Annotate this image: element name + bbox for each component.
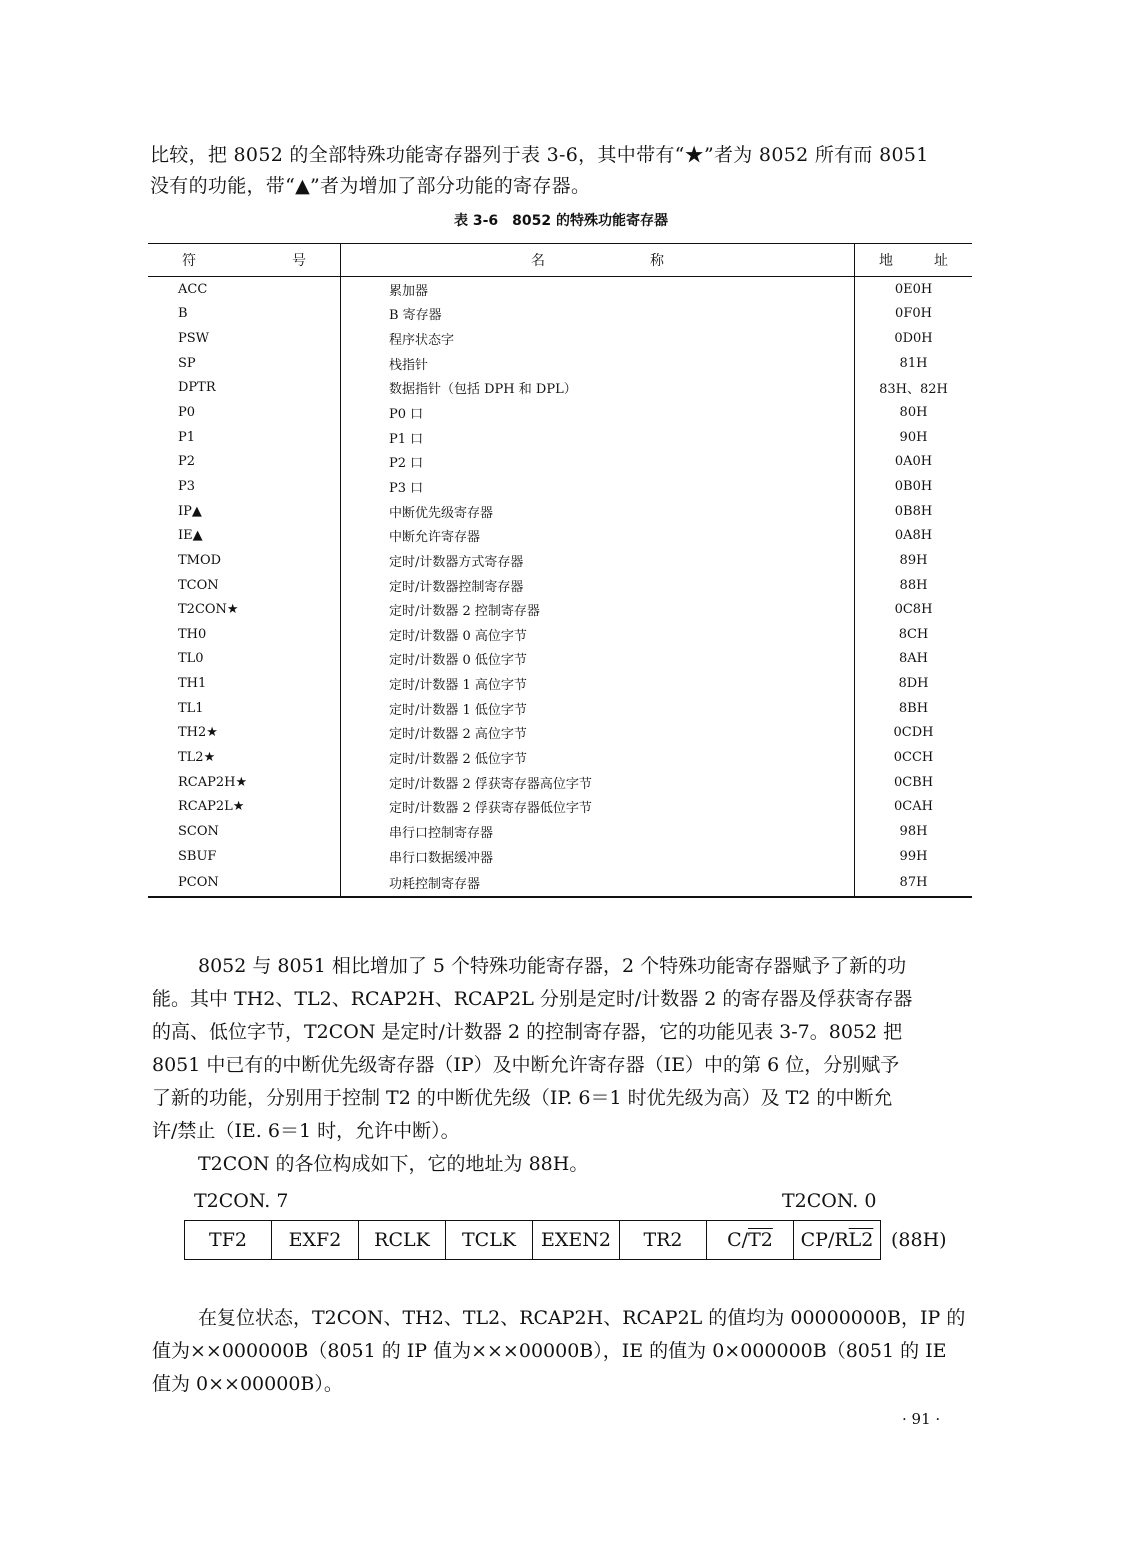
register-name: 定时/计数器控制寄存器 (341, 573, 855, 598)
register-symbol: TL2★ (178, 749, 216, 765)
register-symbol: P3 (178, 478, 196, 494)
register-name: 串行口控制寄存器 (341, 819, 855, 844)
table-row (148, 622, 972, 647)
paragraph-1-line: 8051 中已有的中断优先级寄存器（IP）及中断允许寄存器（IE）中的第 6 位，分别赋予 (152, 1054, 900, 1076)
paragraph-3-line: 值为××000000B（8051 的 IP 值为×××00000B），IE 的值为 0×000000B（8051 的 IE (152, 1340, 947, 1362)
table-row (148, 794, 972, 819)
register-name: P0 口 (341, 400, 855, 425)
paragraph-1-line: 了新的功能，分别用于控制 T2 的中断优先级（IP. 6＝1 时优先级为高）及 T2 的中断允 (152, 1087, 893, 1109)
table-row (148, 721, 972, 746)
register-symbol: ACC (178, 281, 208, 297)
register-symbol: SCON (178, 823, 219, 839)
table-row (148, 277, 972, 302)
paragraph-2 (152, 1148, 974, 1181)
table-row (148, 597, 972, 622)
register-symbol: TH2★ (178, 725, 218, 741)
register-name: P1 口 (341, 425, 855, 450)
register-address: 8DH (855, 671, 973, 696)
register-name: B 寄存器 (341, 302, 855, 327)
register-address: 98H (855, 819, 973, 844)
table-row (148, 819, 972, 844)
register-symbol: RCAP2H★ (178, 774, 248, 790)
register-address: 87H (855, 868, 973, 897)
intro-paragraph (150, 140, 970, 202)
register-symbol: TL0 (178, 651, 204, 667)
register-address: 0D0H (855, 326, 973, 351)
register-name: 栈指针 (341, 351, 855, 376)
t2con-bits-table (184, 1220, 881, 1260)
register-symbol: TH0 (178, 626, 207, 642)
bit-c-t2: C/T2 (707, 1221, 794, 1260)
table-row (148, 351, 972, 376)
table-caption: 表 3-6 8052 的特殊功能寄存器 (453, 213, 668, 229)
register-name: 定时/计数器方式寄存器 (341, 548, 855, 573)
register-name: 定时/计数器 2 控制寄存器 (341, 597, 855, 622)
table-row (148, 647, 972, 672)
register-name: 定时/计数器 2 俘获寄存器高位字节 (341, 770, 855, 795)
register-address: 0CCH (855, 745, 973, 770)
register-symbol: P2 (178, 454, 196, 470)
paragraph-1-line: 的高、低位字节，T2CON 是定时/计数器 2 的控制寄存器，它的功能见表 3-7。8052 把 (152, 1021, 903, 1043)
register-name: 中断优先级寄存器 (341, 499, 855, 524)
table-row (148, 696, 972, 721)
table-header-row (148, 244, 972, 277)
register-address: 83H、82H (855, 376, 973, 401)
table-row (148, 523, 972, 548)
bit-exf2: EXF2 (272, 1221, 359, 1260)
register-name: 定时/计数器 1 低位字节 (341, 696, 855, 721)
table-row (148, 548, 972, 573)
register-name: P2 口 (341, 449, 855, 474)
table-row (148, 326, 972, 351)
register-symbol: IP▲ (178, 503, 202, 519)
register-name: 定时/计数器 0 高位字节 (341, 622, 855, 647)
register-address: 0CBH (855, 770, 973, 795)
register-name: 数据指针（包括 DPH 和 DPL） (341, 376, 855, 401)
register-address: 88H (855, 573, 973, 598)
table-row (148, 425, 972, 450)
register-symbol: DPTR (178, 380, 216, 396)
table-row (148, 745, 972, 770)
register-name: 功耗控制寄存器 (341, 868, 855, 897)
register-name: 定时/计数器 2 俘获寄存器低位字节 (341, 794, 855, 819)
register-address: 99H (855, 844, 973, 869)
register-address: 8CH (855, 622, 973, 647)
register-address: 80H (855, 400, 973, 425)
register-name: P3 口 (341, 474, 855, 499)
paragraph-1 (152, 950, 974, 1148)
register-address: 0B8H (855, 499, 973, 524)
table-row (148, 400, 972, 425)
register-name: 定时/计数器 1 高位字节 (341, 671, 855, 696)
table-row (148, 449, 972, 474)
register-name: 定时/计数器 2 低位字节 (341, 745, 855, 770)
table-row (148, 868, 972, 897)
paragraph-1-line: 8052 与 8051 相比增加了 5 个特殊功能寄存器，2 个特殊功能寄存器赋予了新的功 (198, 955, 907, 977)
register-address: 0F0H (855, 302, 973, 327)
paragraph-3-line: 值为 0××00000B）。 (152, 1373, 343, 1395)
register-address: 0C8H (855, 597, 973, 622)
sfr-table (148, 243, 972, 898)
register-address: 89H (855, 548, 973, 573)
register-address: 8BH (855, 696, 973, 721)
register-address: 0A0H (855, 449, 973, 474)
register-symbol: IE▲ (178, 528, 203, 544)
paragraph-1-line: 许/禁止（IE. 6＝1 时，允许中断）。 (152, 1120, 460, 1142)
table-row (148, 770, 972, 795)
register-address: 0CDH (855, 721, 973, 746)
bit-tr2: TR2 (620, 1221, 707, 1260)
register-symbol: TL1 (178, 700, 204, 716)
paragraph-3-line: 在复位状态，T2CON、TH2、TL2、RCAP2H、RCAP2L 的值均为 00000000B，IP 的 (198, 1307, 966, 1329)
register-address: 0E0H (855, 277, 973, 302)
t2con-msb-label: T2CON. 7 (194, 1190, 289, 1212)
register-name: 定时/计数器 2 高位字节 (341, 721, 855, 746)
header-symbol: 符 号 (148, 244, 341, 277)
table-body (148, 277, 972, 898)
register-address: 0CAH (855, 794, 973, 819)
table-row (148, 573, 972, 598)
register-symbol: B (178, 306, 188, 322)
register-symbol: TH1 (178, 676, 207, 692)
register-symbol: P1 (178, 429, 196, 445)
register-symbol: TMOD (178, 552, 222, 568)
t2con-lsb-label: T2CON. 0 (782, 1190, 877, 1212)
table-row (148, 474, 972, 499)
paragraph-1-line: 能。其中 TH2、TL2、RCAP2H、RCAP2L 分别是定时/计数器 2 的寄存器及俘获寄存器 (152, 988, 913, 1010)
register-name: 中断允许寄存器 (341, 523, 855, 548)
register-symbol: P0 (178, 405, 196, 421)
table-row (148, 671, 972, 696)
bit-cp-rl2: CP/RL2 (794, 1221, 881, 1260)
register-symbol: RCAP2L★ (178, 799, 245, 815)
bit-exen2: EXEN2 (533, 1221, 620, 1260)
register-symbol: SP (178, 355, 196, 371)
register-name: 累加器 (341, 277, 855, 302)
header-name: 名 称 (341, 244, 855, 277)
table-row (148, 844, 972, 869)
table-row (148, 302, 972, 327)
register-symbol: SBUF (178, 848, 217, 864)
paragraph-2-line: T2CON 的各位构成如下，它的地址为 88H。 (198, 1153, 589, 1175)
register-name: 串行口数据缓冲器 (341, 844, 855, 869)
register-symbol: T2CON★ (178, 602, 239, 618)
register-address: 90H (855, 425, 973, 450)
register-name: 定时/计数器 0 低位字节 (341, 647, 855, 672)
bit-rclk: RCLK (359, 1221, 446, 1260)
register-address: 8AH (855, 647, 973, 672)
intro-line-1: 比较，把 8052 的全部特殊功能寄存器列于表 3-6，其中带有“★”者为 8052 所有而 8051 (150, 144, 929, 166)
page-number: · 91 · (902, 1410, 941, 1428)
register-symbol: PSW (178, 331, 210, 347)
bit-tclk: TCLK (446, 1221, 533, 1260)
table-row (148, 376, 972, 401)
register-symbol: PCON (148, 868, 341, 897)
register-address: 81H (855, 351, 973, 376)
table-row (148, 499, 972, 524)
register-address: 0B0H (855, 474, 973, 499)
header-address: 地 址 (855, 244, 973, 277)
intro-line-2: 没有的功能，带“▲”者为增加了部分功能的寄存器。 (150, 175, 591, 197)
register-address: 0A8H (855, 523, 973, 548)
t2con-address: (88H) (891, 1229, 947, 1251)
register-name: 程序状态字 (341, 326, 855, 351)
bit-tf2: TF2 (185, 1221, 272, 1260)
register-symbol: TCON (178, 577, 219, 593)
t2con-bit-diagram (184, 1186, 984, 1260)
paragraph-3 (152, 1302, 974, 1401)
